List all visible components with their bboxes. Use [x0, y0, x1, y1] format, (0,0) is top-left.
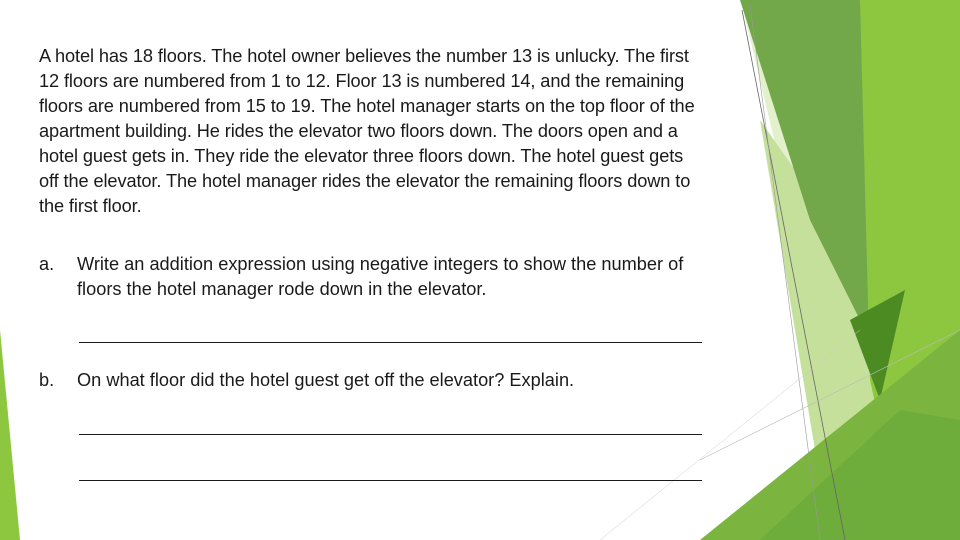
- answer-line-b-1[interactable]: [79, 434, 702, 435]
- question-b: [39, 368, 699, 393]
- answer-line-b-2[interactable]: [79, 480, 702, 481]
- problem-statement: [39, 44, 699, 219]
- answer-line-a[interactable]: [79, 342, 702, 343]
- question-b-label: b.: [39, 370, 55, 390]
- problem-text: A hotel has 18 floors. The hotel owner believes the number 13 is unlucky. The first 12 floors are numbered from 1 to 12. Floor 13 is numbered 14, and the remaining floors are numbered from 15 to 19. The hotel manager starts on the top floor of the apartment building. He rides the elevator two floors down. The doors open and a hotel guest gets in. They ride the elevator three floors down. The hotel guest gets off the elevator. The hotel manager rides the elevator the remaining floors down to the first floor.: [39, 46, 695, 216]
- question-b-text: On what floor did the hotel guest get off the elevator? Explain.: [77, 370, 575, 390]
- question-a: [39, 252, 699, 302]
- question-a-text: Write an addition expression using negative integers to show the number of floors the hotel manager rode down in the elevator.: [77, 254, 684, 299]
- question-a-label: a.: [39, 254, 55, 274]
